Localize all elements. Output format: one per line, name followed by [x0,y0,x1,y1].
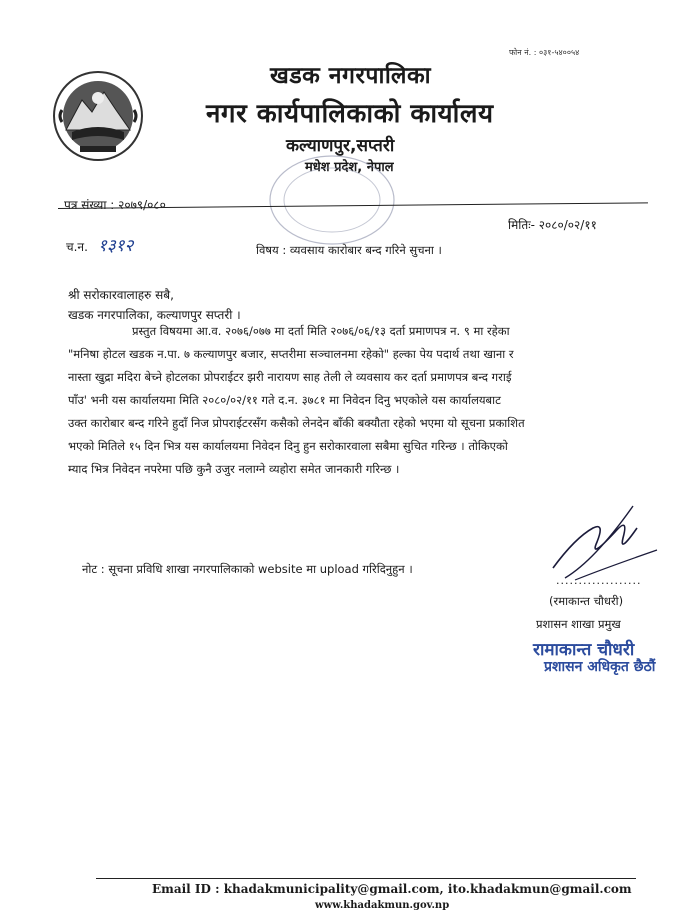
body-line: "मनिषा होटल खडक न.पा. ७ कल्याणपुर बजार, सप्तरीमा सञ्चालनमा रहेको" हल्का पेय पदार्थ तथा खाना र [68,347,514,361]
letter-subject: विषय : व्यवसाय कारोबार बन्द गरिने सुचना । [256,243,442,257]
body-line: भएको मितिले १५ दिन भित्र यस कार्यालयमा निवेदन दिनु हुन सरोकारवाला सबैमा सुचित गरिन्छ । तोकिएको [68,439,508,453]
recipient-line-1: श्री सरोकारवालाहरु सबै, [68,288,174,302]
footer-divider [96,878,636,879]
recipient-line-2: खडक नगरपालिका, कल्याणपुर सप्तरी । [68,308,241,322]
body-line: उक्त कारोबार बन्द गरिने हुदाँ निज प्रोपराईटरसँग कसैको लेनदेन बाँकी बक्यौता रहेको भएमा यो सूचना प्रकाशित [68,416,525,430]
dispatch-number: १३१२ [98,236,134,256]
footer-email: Email ID : khadakmunicipality@gmail.com, ito.khadakmun@gmail.com [152,882,632,896]
name-stamp: रामाकान्त चौधरी [533,640,635,660]
role-stamp: प्रशासन अधिकृत छैठौं [544,659,656,675]
footer-website: www.khadakmun.gov.np [315,900,450,911]
municipality-name: खडक नगरपालिका [270,63,432,89]
body-line: पाँउ' भनी यस कार्यालयमा मिति २०८०/०२/११ गते द.न. ३७८१ मा निवेदन दिनु भएकोले यस कार्यालयबाट [68,393,501,407]
reference-number: पत्र संख्या : २०७९/०८० [64,198,166,212]
phone-number: फोन नं. : ०३१-५४००५४ [509,48,580,57]
note-line: नोट : सूचना प्रविधि शाखा नगरपालिकाको website मा upload गरिदिनुहुन । [82,562,413,576]
letter-date: मितिः- २०८०/०२/११ [508,218,597,232]
office-location: कल्याणपुर,सप्तरी [286,136,395,156]
office-name: नगर कार्यपालिकाको कार्यालय [206,99,494,129]
letter-body [68,320,648,481]
province-country: मधेश प्रदेश, नेपाल [305,160,394,175]
signature-line: ................... [556,574,642,587]
signatory-name: (रमाकान्त चौधरी) [549,594,624,608]
body-line: म्याद भित्र निवेदन नपरेमा पछि कुनै उजुर नलाग्ने व्यहोरा समेत जानकारी गरिन्छ । [68,462,400,476]
body-line: प्रस्तुत विषयमा आ.व. २०७६/०७७ मा दर्ता मिति २०७६/०६/१३ दर्ता प्रमाणपत्र न. ९ मा रहेका [132,324,510,338]
nepal-emblem-logo [52,70,144,162]
body-line: नास्ता खुद्रा मदिरा बेच्ने होटलका प्रोपराईटर झरी नारायण साह तेली ले व्यवसाय कर दर्ता प्रमाणपत्र बन्द गराई [68,370,512,384]
office-seal-stamp [262,150,402,250]
dispatch-label: च.न. [66,240,88,254]
signatory-designation: प्रशासन शाखा प्रमुख [536,617,621,631]
